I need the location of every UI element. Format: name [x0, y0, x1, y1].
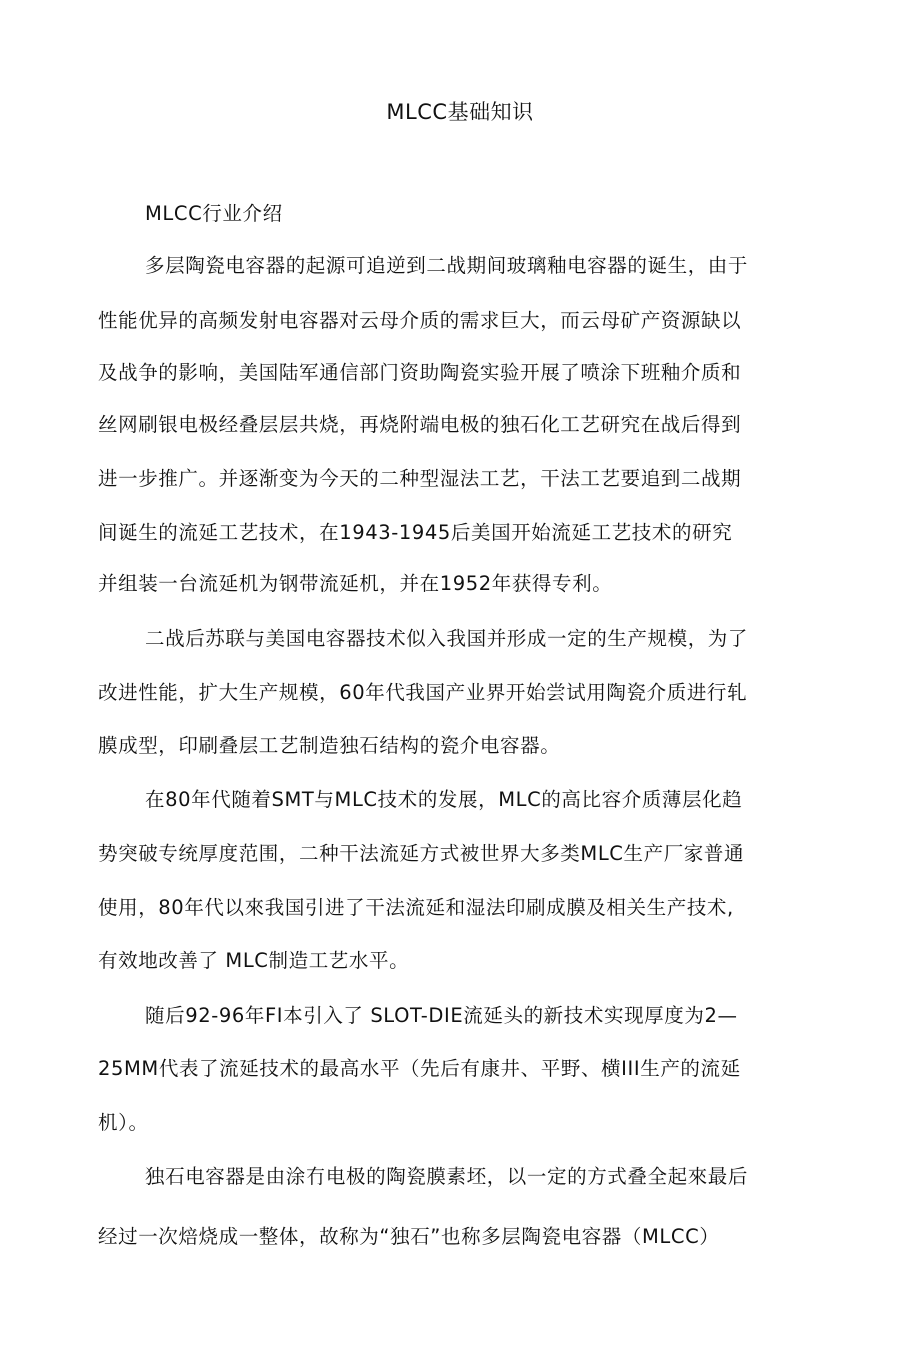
paragraph-1-line-3: 及战争的影响，美国陆军通信部门资助陶瓷实验开展了喷涂下班釉介质和	[98, 361, 742, 384]
paragraph-1-line-6: 间诞生的流延工艺技术，在1943-1945后美国开始流延工艺技术的研究	[98, 521, 733, 544]
paragraph-4-line-2: 25MM代表了流延技术的最高水平（先后有康井、平野、横III生产的流延	[98, 1057, 741, 1080]
paragraph-2-line-1: 二战后苏联与美国电容器技术似入我国并形成一定的生产规模，为了	[145, 627, 749, 650]
paragraph-1-line-2: 性能优异的高频发射电容器对云母介质的需求巨大，而云母矿产资源缺以	[98, 309, 742, 332]
paragraph-3-line-3: 使用，80年代以來我国引进了干法流延和湿法印刷成膜及相关生产技术,	[98, 896, 734, 919]
paragraph-2-line-2: 改进性能，扩大生产规模，60年代我国产业界开始尝试用陶瓷介质进行轧	[98, 681, 748, 704]
paragraph-3-line-4: 有效地改善了 MLC制造工艺水平。	[98, 949, 410, 972]
paragraph-1-line-4: 丝网刷银电极经叠层层共烧，再烧附端电极的独石化工艺研究在战后得到	[98, 413, 742, 436]
paragraph-1-line-1: 多层陶瓷电容器的起源可追逆到二战期间玻璃釉电容器的诞生，由于	[145, 254, 749, 277]
paragraph-2-line-3: 膜成型，印刷叠层工艺制造独石结构的瓷介电容器。	[98, 734, 561, 757]
paragraph-5-line-2: 经过一次焙烧成一整体，故称为“独石”也称多层陶瓷电容器（MLCC）	[98, 1225, 720, 1248]
section-heading: MLCC行业介绍	[145, 202, 283, 225]
paragraph-4-line-1: 随后92-96年FI本引入了 SLOT-DIE流延头的新技术实现厚度为2—	[145, 1004, 738, 1027]
paragraph-4-line-3: 机）。	[98, 1111, 149, 1134]
paragraph-3-line-2: 势突破专统厚度范围，二种干法流延方式被世界大多类MLC生产厂家普通	[98, 842, 745, 865]
paragraph-5-line-1: 独石电容器是由涂冇电极的陶瓷膜素坯，以一定的方式叠全起來最后	[145, 1165, 749, 1188]
document-title: MLCC基础知识	[386, 100, 534, 124]
paragraph-1-line-5: 进一步推广。并逐渐变为今天的二种型湿法工艺，干法工艺要追到二战期	[98, 467, 742, 490]
paragraph-3-line-1: 在80年代随着SMT与MLC技术的发展，MLC的高比容介质薄层化趋	[145, 788, 743, 811]
paragraph-1-line-7: 并组装一台流延机为钢带流延机，并在1952年获得专利。	[98, 572, 613, 595]
